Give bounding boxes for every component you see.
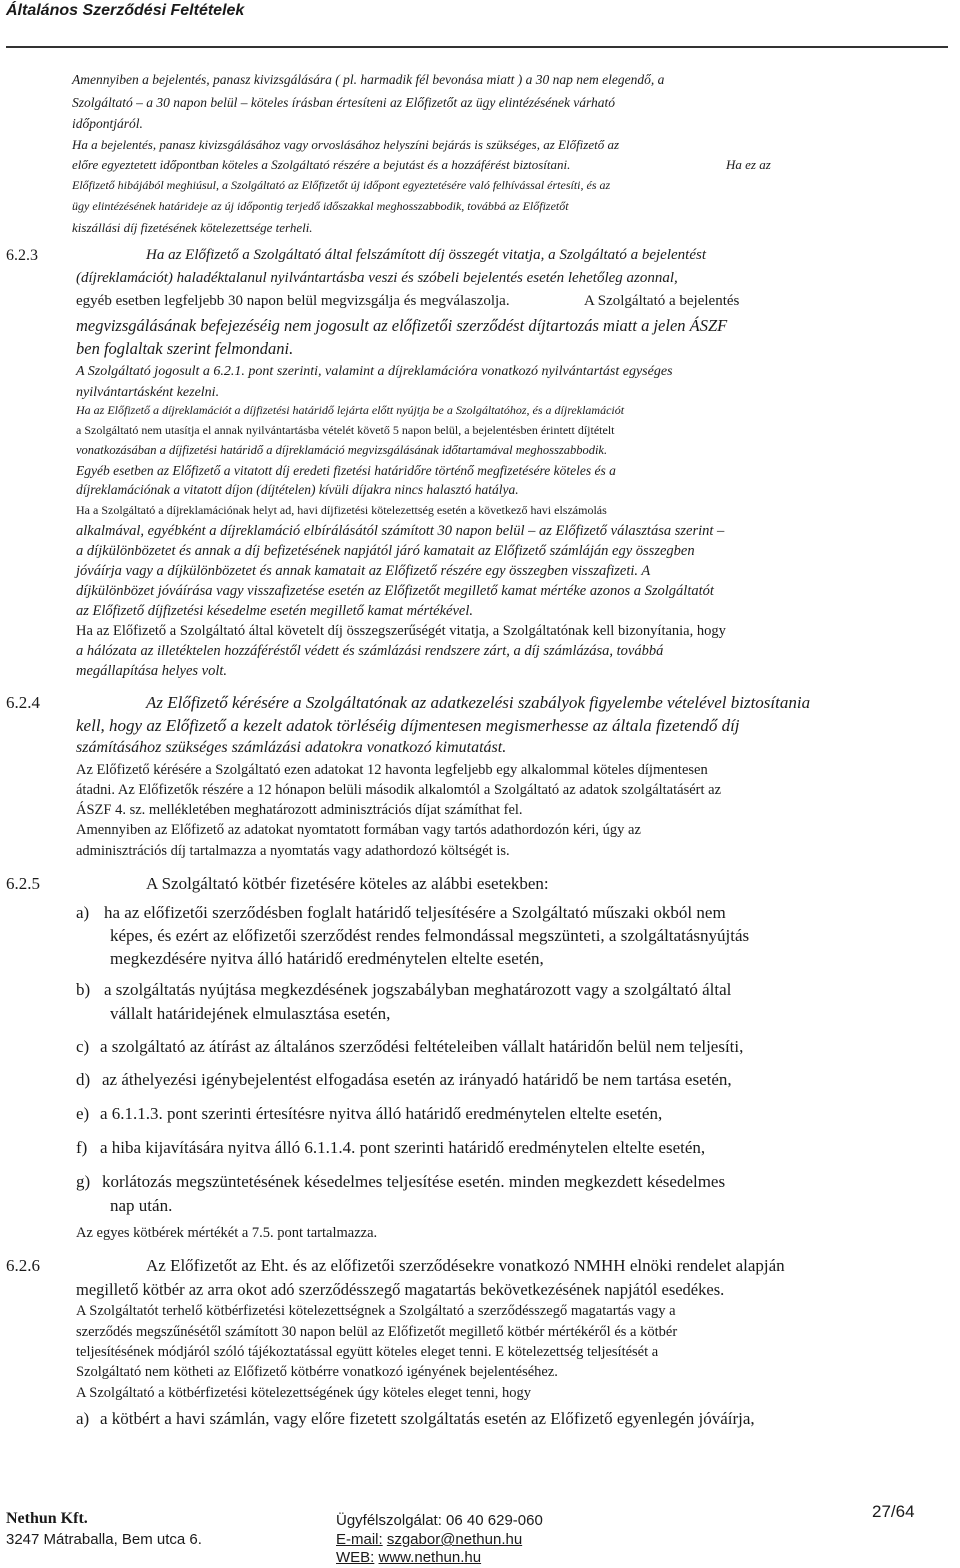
section-line: díjkülönbözet jóváírása vagy visszafizetése esetén az Előfizetőt megillető kamat mértéke azonos a Szolgáltatót xyxy=(76,583,714,599)
intro-line: ügy elintézésének határideje az új időpontig terjedő időszakkal meghosszabbodik, továbbá az Előfizetőt xyxy=(72,199,569,213)
section-line: A Szolgáltató a bejelentés xyxy=(584,293,740,309)
section-line: alkalmával, egyébként a díjreklamáció elbírálásától számított 30 napon belül – az Előfizető választása szerint – xyxy=(76,523,725,539)
section-line: A Szolgáltató a kötbérfizetési kötelezettségének úgy köteles eleget tenni, hogy xyxy=(76,1385,531,1401)
section-number: 6.2.4 xyxy=(6,693,40,712)
list-item-line: vállalt határidejének elmulasztása esetén, xyxy=(110,1004,391,1023)
list-item-line: képes, és ezért az előfizetői szerződést rendes felmondással megszünteti, a szolgáltatásnyújtás xyxy=(110,926,750,945)
section-line: a Szolgáltató nem utasítja el annak nyilvántartásba vételét követő 5 napon belül, a bejelentésben érintett díjtételt xyxy=(76,423,615,437)
section-line: átadni. Az Előfizetők részére a 12 hónapon belüli második alkalomtól a Szolgáltató az adatok szolgáltatásért az xyxy=(76,782,722,798)
section-line: A Szolgáltatót terhelő kötbérfizetési kötelezettségnek a Szolgáltató a szerződésszegő magatartás vagy a xyxy=(76,1303,676,1319)
section-line: díjreklamációnak a vitatott díjon (díjtételen) kívüli díjakra nincs halasztó hatálya. xyxy=(76,482,519,497)
intro-line: Ha a bejelentés, panasz kivizsgálásához vagy orvoslásához helyszíni bejárás is szükséges, az Előfizető az xyxy=(72,137,620,152)
page-number: 27/64 xyxy=(872,1502,915,1521)
section-line: adminisztrációs díj tartalmazza a nyomtatás vagy adathordozó költségét is. xyxy=(76,843,510,859)
list-item-label: g) xyxy=(76,1172,91,1191)
section-line: Ha az Előfizető a Szolgáltató által követelt díj összegszerűségét vitatja, a Szolgáltatónak kell bizonyítania, hogy xyxy=(76,623,726,639)
list-item-label: a) xyxy=(76,1409,90,1428)
section-number: 6.2.3 xyxy=(6,247,38,264)
section-line: Szolgáltató nem kötheti az Előfizető kötbérre vonatkozó igényének bejelentéséhez. xyxy=(76,1364,558,1380)
header-divider xyxy=(6,46,948,48)
list-item-line: az áthelyezési igénybejelentést elfogadása esetén az irányadó határidő be nem tartása esetén, xyxy=(102,1070,732,1089)
section-line: jóváírja vagy a díjkülönbözetet és annak kamatait az Előfizető részére egy összegben visszafizeti. A xyxy=(76,563,651,579)
section-line: ben foglaltak szerint felmondani. xyxy=(76,339,294,358)
section-line: Ha a Szolgáltató a díjreklamációnak helyt ad, havi díjfizetési kötelezettség esetén a következő havi elszámolás xyxy=(76,503,607,517)
email-link[interactable]: szgabor@nethun.hu xyxy=(386,1531,523,1548)
section-line: Egyéb esetben az Előfizető a vitatott díj eredeti fizetési határidőre történő megfizetésére köteles és a xyxy=(76,463,616,478)
list-item-line: megkezdésére nyitva álló határidő eredménytelen eltelte esetén, xyxy=(110,949,544,968)
section-line: nyilvántartásként kezelni. xyxy=(76,385,220,400)
section-line: Az Előfizető kérésére a Szolgáltatónak az adatkezelési szabályok figyelembe vételével biztosítania xyxy=(146,693,811,712)
list-item-line: a kötbért a havi számlán, vagy előre fizetett szolgáltatás esetén az Előfizető egyenlegén jóváírja, xyxy=(100,1409,755,1428)
section-line: megillető kötbér az arra okot adó szerződésszegő magatartás bekövetkezésének napjától esedékes. xyxy=(76,1280,725,1299)
list-item-label: a) xyxy=(76,903,90,922)
list-item-line: ha az előfizetői szerződésben foglalt határidő teljesítésére a Szolgáltató műszaki okból nem xyxy=(104,903,726,922)
section-line: vonatkozásában a díjfizetési határidő a díjreklamáció megvizsgálásának időtartamával meghosszabbodik. xyxy=(76,443,608,457)
section-line: Az Előfizetőt az Eht. és az előfizetői szerződésekre vonatkozó NMHH elnöki rendelet alapján xyxy=(146,1256,785,1275)
section-line: ÁSZF 4. sz. mellékletében meghatározott adminisztrációs díjat számíthat fel. xyxy=(76,802,523,818)
section-line: a díjkülönbözetet és annak a díj befizetésének napjától járó kamatait az Előfizető számláján egy összegben xyxy=(76,543,695,559)
intro-line: Szolgáltató – a 30 napon belül – köteles írásban értesíteni az Előfizetőt az ügy elintézésének várható xyxy=(72,95,616,110)
list-item-label: b) xyxy=(76,980,91,999)
section-line: Az Előfizető kérésére a Szolgáltató ezen adatokat 12 havonta legfeljebb egy alkalommal köteles díjmentesen xyxy=(76,762,708,778)
section-line: egyéb esetben legfeljebb 30 napon belül megvizsgálja és megválaszolja. xyxy=(76,293,510,309)
web-link[interactable]: www.nethun.hu xyxy=(378,1549,482,1566)
web-label: WEB: xyxy=(336,1549,375,1566)
list-item-label: f) xyxy=(76,1138,88,1157)
footer-helpdesk: Ügyfélszolgálat: 06 40 629-060 xyxy=(336,1512,543,1529)
section-line: megvizsgálásának befejezéséig nem jogosult az előfizetői szerződést díjtartozás miatt a jelen ÁSZF xyxy=(76,316,728,335)
list-item-label: e) xyxy=(76,1104,90,1123)
section-line: megállapítása helyes volt. xyxy=(76,663,228,679)
section-line: kell, hogy az Előfizető a kezelt adatok törléséig díjmentesen megismerhesse az általa fizetendő díj xyxy=(76,716,740,735)
list-item-line: a szolgáltatás nyújtása megkezdésének jogszabályban meghatározott vagy a szolgáltató által xyxy=(104,980,732,999)
list-item-label: c) xyxy=(76,1037,90,1056)
section-number: 6.2.5 xyxy=(6,874,40,893)
intro-line: Előfizető hibájából meghiúsul, a Szolgáltató az Előfizetőt új időpont egyeztetésére való felhívással értesíti, és az xyxy=(72,178,611,192)
section-number: 6.2.6 xyxy=(6,1256,40,1275)
section-line: a hálózata az illetéktelen hozzáféréstől védett és számlázási rendszere zárt, a díj számlázása, továbbá xyxy=(76,643,664,659)
intro-line: előre egyeztetett időpontban köteles a Szolgáltató részére a bejutást és a hozzáférést biztosítani. xyxy=(72,157,571,172)
document-header-title: Általános Szerződési Feltételek xyxy=(6,2,245,19)
list-item-line: a szolgáltató az átírást az általános szerződési feltételeiben vállalt határidőn belül nem teljesíti, xyxy=(100,1037,744,1056)
section-line: A Szolgáltató jogosult a 6.2.1. pont szerinti, valamint a díjreklamációra vonatkozó nyilvántartást egységes xyxy=(76,364,673,379)
intro-line: időpontjáról. xyxy=(72,116,143,131)
section-line: az Előfizető díjfizetési késedelme esetén megillető kamat mértékével. xyxy=(76,603,474,619)
section-line: Ha az Előfizető a Szolgáltató által felszámított díj összegét vitatja, a Szolgáltató a bejelentést xyxy=(146,247,706,263)
section-line: számításához szükséges számlázási adatokra vonatkozó kimutatást. xyxy=(76,739,507,756)
section-line: (díjreklamációt) haladéktalanul nyilvántartásba veszi és szóbeli bejelentés esetén lehetőleg azonnal, xyxy=(76,270,678,286)
list-item-line: a hiba kijavítására nyitva álló 6.1.1.4. pont szerinti határidő eredménytelen eltelte esetén, xyxy=(100,1138,706,1157)
footer-email xyxy=(336,1531,522,1548)
email-label: E-mail: xyxy=(336,1531,383,1548)
section-line: Ha az Előfizető a díjreklamációt a díjfizetési határidő lejárta előtt nyújtja be a Szolgáltatóhoz, és a díjreklamációt xyxy=(76,403,625,417)
footer-company: Nethun Kft. xyxy=(6,1510,88,1527)
list-item-label: d) xyxy=(76,1070,91,1089)
section-heading: A Szolgáltató kötbér fizetésére köteles az alábbi esetekben: xyxy=(146,874,549,893)
intro-line: Amennyiben a bejelentés, panasz kivizsgálására ( pl. harmadik fél bevonása miatt ) a 30 nap nem elegendő, a xyxy=(72,72,665,87)
section-line: szerződés megszűnésétől számított 30 napon belül az Előfizetőt megillető kötbér mértékéről és a kötbér xyxy=(76,1324,678,1340)
footer-address: 3247 Mátraballa, Bem utca 6. xyxy=(6,1531,202,1548)
list-item-line: nap után. xyxy=(110,1196,173,1215)
section-line: Amennyiben az Előfizető az adatokat nyomtatott formában vagy tartós adathordozón kéri, úgy az xyxy=(76,822,641,838)
list-item-line: korlátozás megszüntetésének késedelmes teljesítése esetén. minden megkezdett késedelmes xyxy=(102,1172,726,1191)
intro-line: Ha ez az xyxy=(726,157,771,172)
footer-web xyxy=(336,1549,481,1566)
section-line: teljesítésének módjáról szóló tájékoztatással együtt köteles eleget tenni. E kötelezettség teljesítését a xyxy=(76,1344,659,1360)
intro-line: kiszállási díj fizetésének kötelezettsége terheli. xyxy=(72,220,313,235)
section-closing: Az egyes kötbérek mértékét a 7.5. pont tartalmazza. xyxy=(76,1225,378,1241)
list-item-line: a 6.1.1.3. pont szerinti értesítésre nyitva álló határidő eredménytelen eltelte esetén, xyxy=(100,1104,663,1123)
